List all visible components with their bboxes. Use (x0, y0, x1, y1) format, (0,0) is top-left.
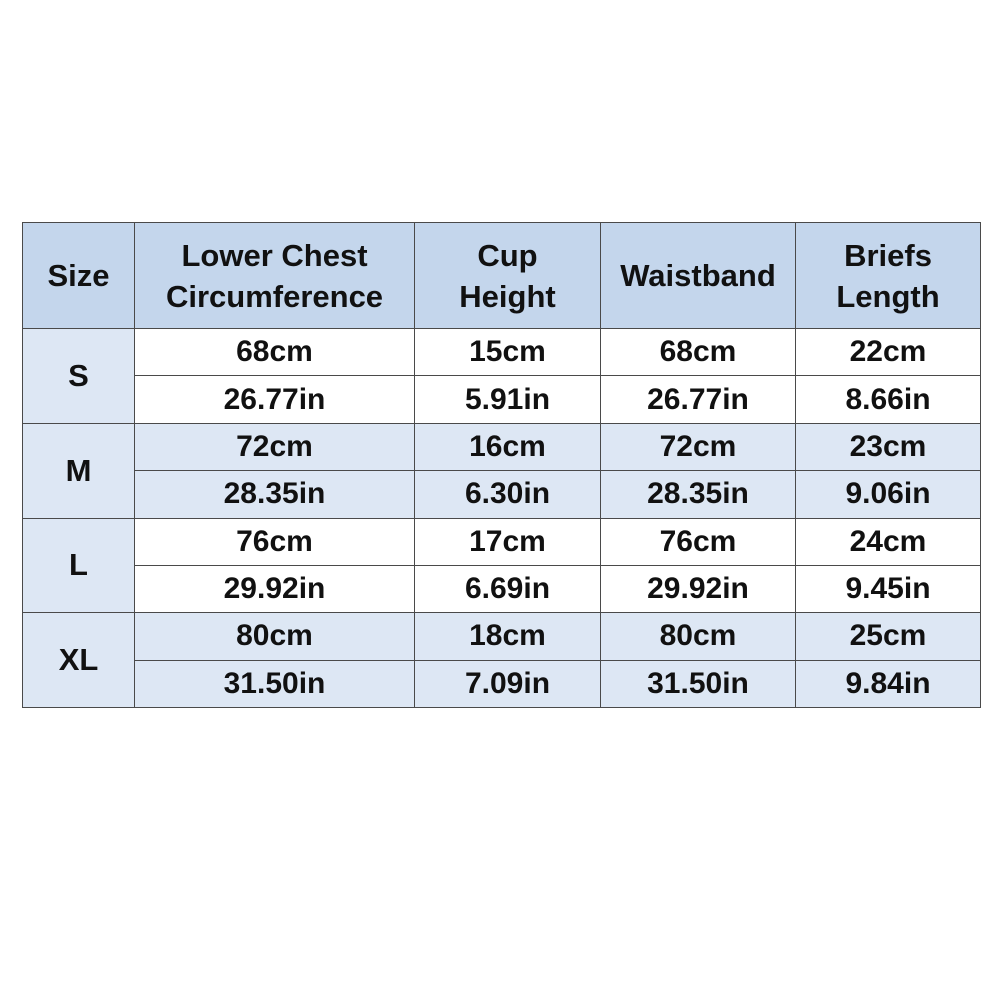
l-briefs-length-cm: 24cm (796, 518, 981, 565)
m-lower-chest-cm: 72cm (135, 423, 415, 470)
l-briefs-length-in: 9.45in (796, 565, 981, 612)
header-lower-chest-line1: Lower Chest (181, 237, 368, 273)
table-row-m-in (23, 471, 981, 518)
table-row-xl-cm (23, 613, 981, 660)
header-lower-chest-line2: Circumference (165, 278, 384, 314)
s-briefs-length-cm: 22cm (796, 329, 981, 376)
s-cup-height-in: 5.91in (415, 376, 601, 423)
table-row-l-cm (23, 518, 981, 565)
table-row-l-in (23, 565, 981, 612)
xl-lower-chest-cm: 80cm (135, 613, 415, 660)
xl-cup-height-in: 7.09in (415, 660, 601, 707)
m-lower-chest-in: 28.35in (135, 471, 415, 518)
s-cup-height-cm: 15cm (415, 329, 601, 376)
m-briefs-length-in: 9.06in (796, 471, 981, 518)
xl-briefs-length-cm: 25cm (796, 613, 981, 660)
header-briefs-length-line2: Length (836, 278, 940, 314)
table-row-s-cm (23, 329, 981, 376)
header-row (23, 223, 981, 329)
header-briefs-length-line1: Briefs (844, 237, 932, 273)
xl-waistband-in: 31.50in (601, 660, 796, 707)
l-waistband-in: 29.92in (601, 565, 796, 612)
l-cup-height-cm: 17cm (415, 518, 601, 565)
m-briefs-length-cm: 23cm (796, 423, 981, 470)
s-waistband-cm: 68cm (601, 329, 796, 376)
header-waistband: Waistband (601, 223, 796, 329)
header-size: Size (23, 223, 135, 329)
m-waistband-in: 28.35in (601, 471, 796, 518)
size-label-s: S (23, 329, 135, 424)
s-lower-chest-cm: 68cm (135, 329, 415, 376)
s-briefs-length-in: 8.66in (796, 376, 981, 423)
m-waistband-cm: 72cm (601, 423, 796, 470)
size-chart-table (22, 222, 981, 708)
xl-lower-chest-in: 31.50in (135, 660, 415, 707)
table-row-s-in (23, 376, 981, 423)
m-cup-height-cm: 16cm (415, 423, 601, 470)
header-briefs-length (796, 223, 981, 329)
header-lower-chest (135, 223, 415, 329)
s-waistband-in: 26.77in (601, 376, 796, 423)
l-lower-chest-in: 29.92in (135, 565, 415, 612)
size-label-xl: XL (23, 613, 135, 708)
table-row-xl-in (23, 660, 981, 707)
xl-briefs-length-in: 9.84in (796, 660, 981, 707)
xl-waistband-cm: 80cm (601, 613, 796, 660)
size-label-m: M (23, 423, 135, 518)
size-label-l: L (23, 518, 135, 613)
table-row-m-cm (23, 423, 981, 470)
header-cup-height-line1: Cup (477, 237, 538, 273)
l-lower-chest-cm: 76cm (135, 518, 415, 565)
s-lower-chest-in: 26.77in (135, 376, 415, 423)
l-waistband-cm: 76cm (601, 518, 796, 565)
l-cup-height-in: 6.69in (415, 565, 601, 612)
m-cup-height-in: 6.30in (415, 471, 601, 518)
header-cup-height (415, 223, 601, 329)
xl-cup-height-cm: 18cm (415, 613, 601, 660)
header-cup-height-line2: Height (459, 278, 556, 314)
